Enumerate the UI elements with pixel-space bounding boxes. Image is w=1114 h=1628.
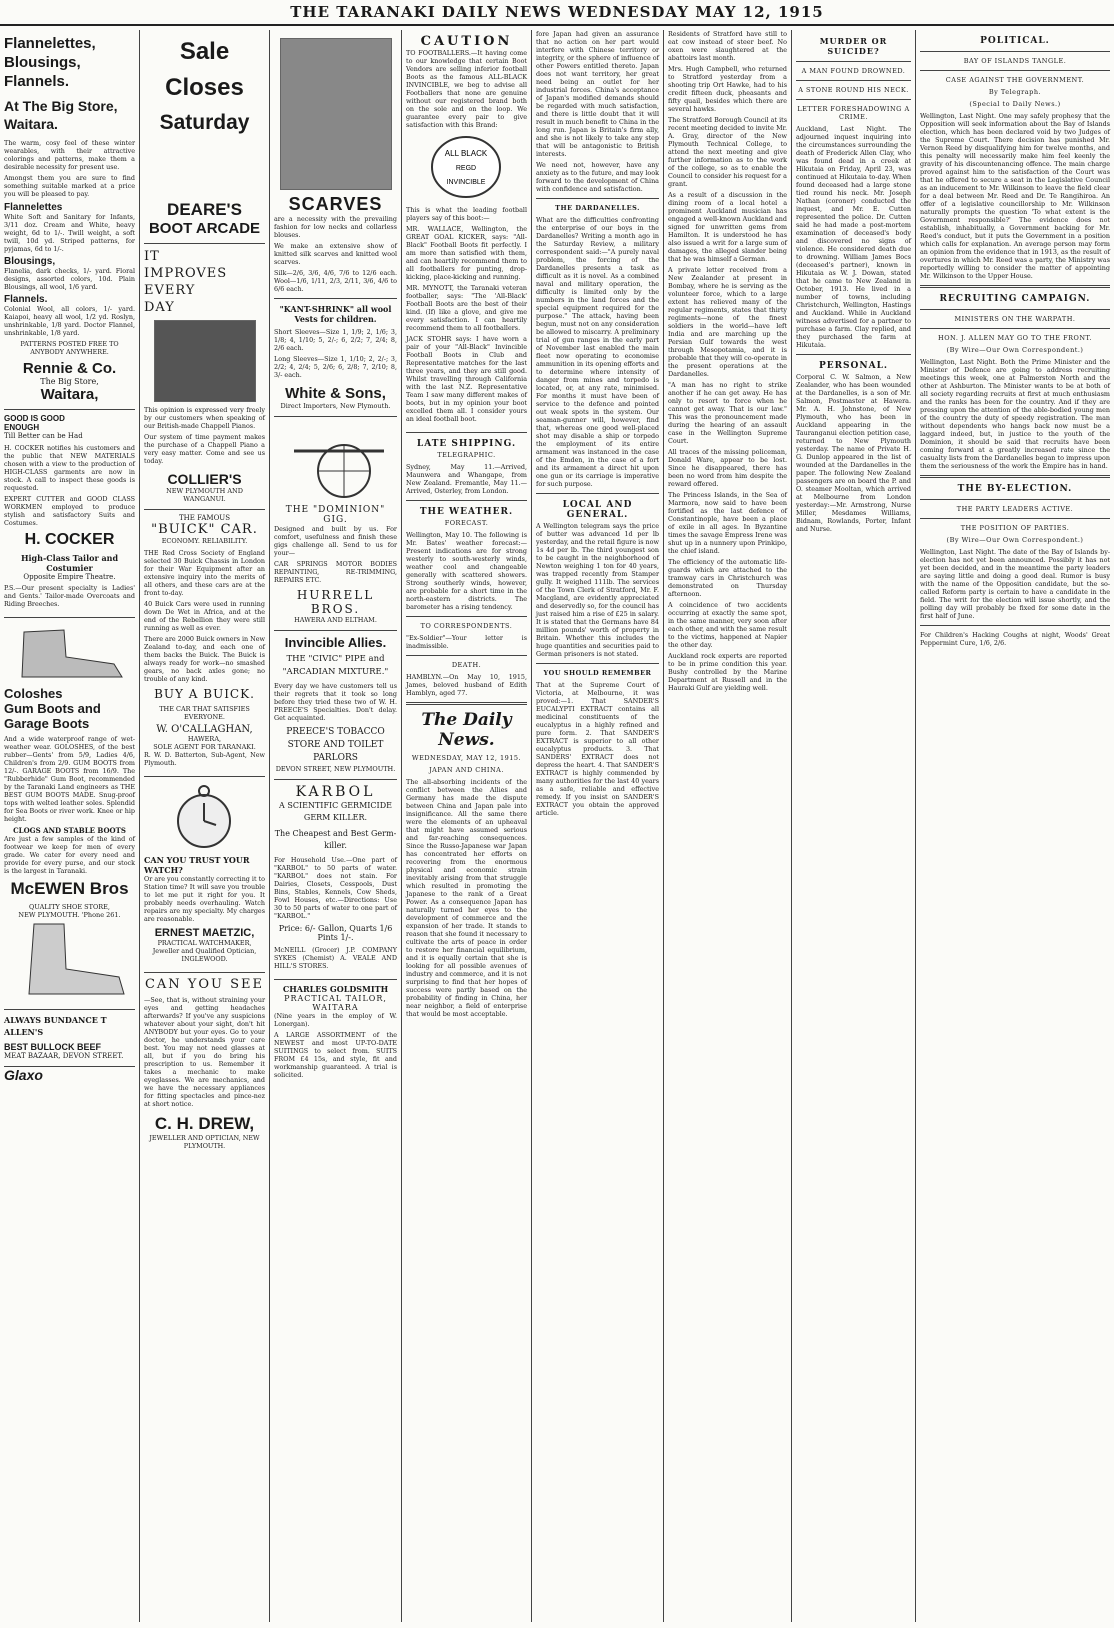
campbell-item: Mrs. Hugh Campbell, who returned to Stratford yesterday from a shooting trip Ort Hawke, had to his credit fifteen duck, pheasants and fifty quail, besides which there are several hawks.: [668, 65, 787, 113]
every-word: EVERY: [144, 283, 196, 298]
closes-word: Closes: [165, 74, 244, 101]
sale-word: Sale: [179, 38, 230, 65]
preece-name: PREECE'S TOBACCO STORE AND TOILET PARLORS: [286, 727, 385, 763]
remember-heading: YOU SHOULD REMEMBER: [543, 669, 652, 677]
scarves-heading: SCARVES: [288, 194, 383, 214]
cansee-heading: CAN YOU SEE: [144, 977, 265, 992]
satisfies-line: THE CAR THAT SATISFIES EVERYONE.: [159, 705, 250, 721]
scarves-text-2: We make an extensive show of knitted silk scarves and knitted wool scarves.: [274, 242, 397, 266]
column-4: [402, 30, 532, 1622]
drowned-sub: A MAN FOUND DROWNED.: [801, 67, 906, 75]
stone-sub: A STONE ROUND HIS NECK.: [798, 86, 909, 94]
goldsmith-text: A LARGE ASSORTMENT of the NEWEST and most UP-TO-DATE SUITINGS to select from. SUITS FROM £4 15s, and style, fit and workmanship guaranteed. A trial is solicited.: [274, 1031, 397, 1079]
ministers-sub: MINISTERS ON THE WARPATH.: [954, 315, 1076, 323]
best-beef: BEST BULLOCK BEEF: [4, 1042, 102, 1052]
wallace-quote: MR. WALLACE, Wellington, the GREAT GOAL KICKER, says: "All-Black" Football Boots fit perfectly. I am more than satisfied with them, and can heartily recommend them to all footballers for punting, drop-kicking, place-kicking and running.: [406, 225, 527, 281]
brand-text-1: ALL BLACK: [444, 149, 488, 158]
maetzic-sub: PRACTICAL WATCHMAKER, Jeweller and Qualified Optician, INGLEWOOD.: [152, 939, 257, 963]
special-line: (Special to Daily News.): [969, 100, 1061, 108]
brand-note: This is what the leading football players say of this boot:—: [406, 206, 527, 222]
brand-text-2: REGD: [455, 165, 477, 172]
patterns-posted: PATTERNS POSTED FREE TO ANYBODY ANYWHERE.: [20, 340, 119, 356]
ad-store-name: At The Big Store, Waitara.: [4, 98, 118, 132]
stratford-council: The Stratford Borough Council at its recent meeting decided to invite Mr. A. Gray, director of the New Plymouth Technical College, to attend the next meeting and give further information as to the work of the college, so as to enable the Council to consider his request for a grant.: [668, 116, 787, 188]
ad-white-sons: [274, 30, 397, 417]
ad-flannelettes-line-1: Flannelettes,: [4, 35, 96, 52]
death-text: HAMBLYN.—On May 10, 1915, James, beloved husband of Edith Hamblyn, aged 77.: [406, 673, 527, 697]
column-1: [0, 30, 140, 1622]
buick-text-1: THE Red Cross Society of England selected 30 Buick Chassis in London for their War Equipment after an extensive inquiry into the merits of all others, and these cars are at the front to-day.: [144, 549, 265, 597]
gig-illustration-icon: [274, 421, 396, 501]
always-text: ALWAYS BUNDANCE T ALLEN'S: [4, 1015, 107, 1037]
position-sub: THE POSITION OF PARTIES.: [960, 524, 1070, 532]
mcewen-name: McEWEN Bros: [10, 879, 129, 898]
ad-allens: [4, 1010, 135, 1067]
ad-goldsmith: [274, 984, 397, 1079]
murder-heading: MURDER OR SUICIDE?: [819, 36, 888, 56]
brand-text-3: INVINCIBLE: [446, 179, 486, 186]
coloshes-heading: Coloshes: [4, 686, 63, 701]
ad-amongst: Amongst them you are sure to find something suitable marked at a price you will be pleased to pay.: [4, 174, 135, 198]
meat-bazaar: MEAT BAZAAR, DEVON STREET.: [4, 1052, 124, 1060]
ad-hurrell: [274, 417, 397, 631]
buick-text-3: There are 2000 Buick owners in New Zealand to-day, and each one of them backs the Buick. The Buick is always ready for work—no smashed gears, no back axles gone; no trouble of any kind.: [144, 635, 265, 683]
cansee-text: —See, that is, without straining your eyes and getting headaches afterwards? If you've any suspicions whatever about your sight, don't hit ANYBODY but your eyes. Go to your doctor, he understands your care best. You may not need glasses at all, but if you do bring his prescription to us. Remember it takes a mechanic to make eyeglasses. We are mechanics, and we have the necessary appliances for fitting spectacles and pince-nez at short notice.: [144, 996, 265, 1108]
political-heading: POLITICAL.: [980, 36, 1050, 46]
ad-mcewen: [4, 618, 135, 1010]
good-is-good: GOOD IS GOOD: [4, 414, 65, 423]
mynott-quote: MR. MYNOTT, the Taranaki veteran footballer, says: "The 'All-Black' Football Boots are the best of their kind. (If) like a glove, and give me every satisfaction. I can heartily recommend them to all footballers.: [406, 284, 527, 332]
auckland-item: Auckland rock experts are reported to be in prime condition this year. Bushy controlled by the Marine Department at Russell and in the Hauraki Gulf are yielding well.: [668, 652, 787, 692]
ad-intro: The warm, cosy feel of these winter wearables, with their attractive colorings and patterns, make them a desirable necessity for present use.: [4, 139, 135, 171]
gum-heading: Gum Boots and: [4, 701, 101, 716]
hacking-ad: For Children's Hacking Coughs at night, Woods' Great Peppermint Cure, 1/6, 2/6.: [920, 631, 1110, 647]
ad-drew: [144, 977, 265, 1150]
party-sub: THE PARTY LEADERS ACTIVE.: [956, 505, 1074, 513]
traces-item: All traces of the missing policeman, Donald Ware, appear to be lost. Since he disappeared, there has been no word from him despite the reward offered.: [668, 448, 787, 488]
cocker-name: H. COCKER: [24, 531, 115, 548]
piano-illustration-icon: [154, 320, 256, 402]
mcneill-line: McNEILL (Grocer) J.P. COMPANY SYKES (Chemist) A. VEALE AND HILL'S STORES.: [274, 946, 397, 970]
heading-flannelettes: Flannelettes: [4, 202, 63, 213]
direct-importers: Direct Importers, New Plymouth.: [280, 402, 391, 410]
ad-flannelettes: [4, 30, 135, 410]
buick-heading: "BUICK" CAR.: [151, 522, 258, 537]
vests-heading: Vests for children.: [294, 314, 377, 324]
telegraphic-sub: TELEGRAPHIC.: [437, 451, 496, 459]
murder-text: Auckland, Last Night. The adjourned inquest inquiring into the circumstances surrounding the death of Frederick Allen Clay, who was found dead in a creek at Hikutaia on Friday, April 23, was continued at Hikutaia to-day. When found deceased had a large stone tied round his neck. Mr. Joseph Nathan (coroner) conducted the inquest, and Mr. E. Cutten represented the police. Dr. Cutten said he had made a post-mortem examination of deceased's body and discovered no signs of violence. He considered death due to drowning. William James Bocs (deceased's partner), known in Hikutaia as W. J. Dowan, stated that he came to New Zealand in October, 1913. He lived in a number of towns, including Christchurch, Wellington, Hastings and Auckland. While in Auckland witness advertised for a partner to purchase a farm. Clay replied, and they purchased the farm at Hikutaia.: [796, 125, 911, 349]
mcewen-sub: QUALITY SHOE STORE,: [29, 903, 110, 911]
text-blousings: Flanelia, dark checks, 1/- yard. Floral designs, assorted colors, 10d. Plain Blousings, all wool, 1/6 yard.: [4, 267, 135, 291]
watch-icon: [144, 781, 264, 851]
cocker-text: H. COCKER notifies his customers and the public that NEW MATERIALS chosen with a view to the production of HIGH-CLASS garments are now in stock. A call to inspect these goods is requested.: [4, 444, 135, 492]
cheapest-line: The Cheapest and Best Germ-killer.: [274, 829, 397, 850]
forecast-sub: FORECAST.: [444, 519, 489, 527]
day-word: DAY: [144, 300, 175, 315]
bay-sub: BAY OF ISLANDS TANGLE.: [963, 57, 1067, 65]
allen-sub: HON. J. ALLEN MAY GO TO THE FRONT.: [938, 334, 1092, 342]
glaxo-logo: Glaxo: [4, 1067, 43, 1083]
famous-word: THE FAMOUS: [178, 514, 230, 522]
saturday-word: Saturday: [159, 111, 250, 134]
byelection-text: Wellington, Last Night. The date of the Bay of Islands by-election has not yet been announced. Possibly it has not yet been decided, and in the meantime the party leaders are saying little and doing a good deal. Rumor is busy with the name of the Opposition candidate, but the so-called Reform party is certain to have a candidate in the field. The writ for the election will issue shortly, and the polling day will probably be fixed for some date in the first half of June.: [920, 548, 1110, 620]
cocker-sub: High-Class Tailor and Costumier: [20, 553, 119, 573]
karbol-price: Price: 6/- Gallon, Quarts 1/6 Pints 1/-.: [278, 924, 393, 942]
byelection-heading: THE BY-ELECTION.: [957, 484, 1073, 494]
economy-line: ECONOMY. RELIABILITY.: [161, 537, 248, 545]
deares-word: DEARE'S: [167, 200, 242, 219]
shoe-illustration-icon: [4, 919, 134, 999]
improves-word: IMPROVES: [144, 266, 228, 281]
caution-heading: CAUTION: [420, 34, 513, 49]
caution-text: TO FOOTBALLERS.—It having come to our knowledge that certain Boot Vendors are selling inferior football Boots as the famous ALL-BLACK INVINCIBLE, we beg to advise all Footballers that none are genuine without our registered brand both on the sole and on the loop. We guarantee every pair to give satisfaction with this Brand:: [406, 49, 527, 129]
local-heading: LOCAL AND GENERAL.: [562, 500, 633, 520]
masthead: THE TARANAKI DAILY NEWS WEDNESDAY MAY 12, 1915: [0, 0, 1114, 26]
coincidence-item: A coincidence of two accidents occurring at exactly the same spot, in the same manner, very soon after each other, and with the same result to the victims, happened at Napier the other day.: [668, 601, 787, 649]
drew-sub: JEWELLER AND OPTICIAN, NEW PLYMOUTH.: [149, 1134, 260, 1150]
death-heading: DEATH.: [451, 661, 482, 669]
garage-heading: Garage Boots: [4, 716, 90, 731]
column-2: [140, 30, 270, 1622]
ad-colliers: [144, 244, 265, 510]
text-flannels: Colonial Wool, all colors, 1/- yard. Kaiapoi, heavy all wool, 1/2 yd. Roslyn, unshrinkable, 1/8 yard. Doctor Flannel, unshrinkable, 1/8 yard.: [4, 305, 135, 337]
stratford-beef: Residents of Stratford have still to eat cow instead of steer beef. No oxen were slaughtered at the abattoirs last month.: [668, 30, 787, 62]
remember-text: That at the Supreme Court of Victoria, at Melbourne, it was proved:—1. That SANDER'S EUCALYPTI EXTRACT contains all medicinal constituents of the eucalyptus in a highly refined and pure form. 2. That SANDER'S EXTRACT is superior to all other eucalyptus products. 3. That SANDERS' EXTRACT does not depress the heart. 4. That SANDER'S EXTRACT is highly commended by many authorities for the last 40 years as a safe, reliable and effective remedy. If you insist on SANDER'S EXTRACT you obtain the approved article.: [536, 681, 659, 817]
karbol-heading: KARBOL: [295, 784, 376, 800]
column-5: [532, 30, 664, 1622]
cocker-ps: P.S.—Our present specialty is Ladies' and Gents.' Tailor-made Overcoats and Riding Breeches.: [4, 584, 135, 608]
ad-caution: [406, 30, 527, 433]
rennie-town: Waitara,: [40, 386, 99, 403]
scarves-prices: Silk—2/6, 3/6, 4/6, 7/6 to 12/6 each. Wool—1/6, 1/11, 2/3, 2/11, 3/6, 4/6 to 6/6 each.: [274, 269, 397, 293]
germicide-line: A SCIENTIFIC GERMICIDE GERM KILLER.: [279, 801, 392, 822]
heading-flannels: Flannels.: [4, 294, 48, 305]
hurrell-sub: HAWERA AND ELTHAM.: [294, 616, 377, 624]
karbol-text: For Household Use.—One part of "KARBOL" to 50 parts of water. "KARBOL" does not stain. For Dairies, Closets, Cesspools, Dust Bins, Stables, Kennels, Cow Sheds, Fowl Houses, etc.—Directions: Use 30 to 50 parts of water to one part of "KARBOL.": [274, 856, 397, 920]
personal-heading: PERSONAL.: [818, 361, 889, 371]
springs-list: CAR SPRINGS MOTOR BODIES REPAINTING, RE-TRIMMING, REPAIRS ETC.: [274, 560, 397, 584]
scarves-text: are a necessity with the prevailing fashion for low necks and collarless blouses.: [274, 215, 397, 239]
cocker-opp: Opposite Empire Theatre.: [23, 573, 116, 581]
letter-sub: LETTER FORESHADOWING A CRIME.: [797, 105, 910, 121]
ad-flannelettes-line-3: Flannels.: [4, 73, 70, 90]
good-enough: ENOUGH: [4, 423, 40, 432]
civic-text: Every day we have customers tell us their regrets that it took so long before they tried these two of W. H. PREECE'S Specialties. Don't delay. Get acquainted.: [274, 682, 397, 722]
ocallaghan-name: W. O'CALLAGHAN,: [156, 724, 253, 735]
civic-heading: THE "CIVIC" PIPE and "ARCADIAN MIXTURE.": [282, 654, 389, 677]
trust-heading: CAN YOU TRUST YOUR WATCH?: [144, 855, 250, 875]
ad-karbol: [274, 780, 397, 980]
rennie-sub: The Big Store,: [40, 377, 99, 386]
piano-text: This opinion is expressed very freely by our customers when speaking of our British-made Chappell Pianos.: [144, 406, 265, 430]
devon-street: DEVON STREET, NEW PLYMOUTH.: [275, 765, 396, 773]
weather-text: Wellington, May 10. The following is Mr. Bates' weather forecast:—Present indications are for strong westerly to south-westerly winds, weather cool and changeable generally with scattered showers. Strong southerly winds, however, are probable for a short time in the north-eastern districts. The barometer has a rising tendency.: [406, 531, 527, 611]
ad-sale: [144, 30, 265, 244]
tailor-line: PRACTICAL TAILOR, WAITARA: [284, 994, 387, 1012]
japan-heading: JAPAN AND CHINA.: [429, 766, 504, 774]
princess-item: The Princess Islands, in the Sea of Marmora, now said to have been fortified as the last defence of Constantinople, have been a place of exile in all ages. In Byzantine times the savage Empress Irene was shut up in a nunnery upon Prinkipo, the chief island.: [668, 491, 787, 555]
white-sons-name: White & Sons,: [285, 385, 386, 402]
correspondents-text: "Ex-Soldier"—Your letter is inadmissible.: [406, 634, 527, 650]
daily-news-title: The Daily News.: [421, 710, 512, 750]
cocker-expert: EXPERT CUTTER and GOOD CLASS WORKMEN employed to produce stylish and satisfactory Suits and Costumes.: [4, 495, 135, 527]
boots-text: And a wide waterproof range of wet-weather wear. GOLOSHES, of the best rubber—Gents' from 5/9, Ladies 4/6, Children's from 2/9. GUM BOOTS from 12/-. GARAGE BOOTS from 16/9. The "Rubberhide" Gum Boot, recommended by the Taranaki Land engineers as THE BEST GUM BOOTS MADE. Snug-proof tops with welted leather soles. Splendid for Sea Boots or river work. Knee or hip height.: [4, 735, 135, 823]
china-text-2: We need not, however, have any anxiety as to the future, and may look forward to the development of China with confidence and satisfaction.: [536, 161, 659, 193]
recruiting-heading: RECRUITING CAMPAIGN.: [939, 294, 1091, 304]
correspondents-heading: TO CORRESPONDENTS.: [420, 622, 513, 630]
drew-name: C. H. DREW,: [154, 1114, 255, 1133]
dardanelles-heading: THE DARDANELLES.: [555, 204, 640, 212]
case-sub: CASE AGAINST THE GOVERNMENT.: [945, 76, 1085, 84]
efficiency-item: The efficiency of the automatic life-guards which are attached to the tramway cars in Christchurch was demonstrated on Thursday afternoon.: [668, 558, 787, 598]
trust-text: Or are you constantly correcting it to Station time? It will save you trouble to let me put it right for you. It probably needs overhauling. Watch repairs are my specialty. My charges are reasonable.: [144, 875, 265, 923]
shipping-heading: LATE SHIPPING.: [416, 439, 517, 449]
column-8: [916, 30, 1114, 1622]
ad-flannelettes-line-2: Blousings,: [4, 54, 81, 71]
invincible-heading: Invincible Allies.: [284, 635, 387, 650]
maetzic-name: ERNEST MAETZIC,: [154, 927, 255, 939]
clogs-text: Are just a few samples of the kind of footwear we keep for men of every grade. We cater for every need and provide for every purse, and our stock is the largest in Taranaki.: [4, 835, 135, 875]
till-better: Till Better can be Had: [4, 432, 83, 440]
mcewen-town: NEW PLYMOUTH. 'Phone 261.: [18, 911, 121, 919]
boot-arcade: BOOT ARCADE: [148, 220, 261, 237]
heading-blousings: Blousings,: [4, 256, 56, 267]
scarf-illustration-icon: [280, 38, 392, 190]
colliers-name: COLLIER'S: [167, 471, 242, 487]
weather-heading: THE WEATHER.: [419, 507, 514, 517]
goldsmith-sub: (Nine years in the employ of W. Lonergan).: [274, 1012, 397, 1028]
shipping-text: Sydney, May 11.—Arrived, Maunwera and Whangape, from New Zealand. Fremantle, May 11.—Arrived, Osterley, from London.: [406, 463, 527, 495]
hawera-line: HAWERA,: [187, 735, 222, 743]
wire-line: (By Wire—Our Own Correspondent.): [946, 346, 1084, 354]
political-text: Wellington, Last Night. One may safely prophesy that the Opposition will seek information about the Bay of Islands election, which has been declared void by two Judges of the Supreme Court. There decision has punished Mr. Vernon Reed by disqualifying him for twelve months, and this penalty will necessarily make him feel keenly the gravity of his discountenancing offence. The main charge proved against him to the satisfaction of the Court was that he offered to secure a seat in the Legislative Council as an inducement to Mr. Wilkinson to leave the field clear for a deal between Mr. Reed and Dr. Te Rangihiroa. An offer of a legislative councillorship to Mr. Wilkinson naturally prompts the question 'To what extent is the Government responsible?' The evidence does not establish, inhabitually, a Government backing for Mr. Reed's conduct, but it puts the Government in a position which calls for explanation. An average person may form an opinion from the evidence that in 1913, as the result of overtures in which Mr. Reed was a party, the Ministry was reportedly willing to consider the matter of appointing Mr. Wilkinson to the Upper House.: [920, 112, 1110, 280]
stohr-quote: JACK STOHR says: I have worn a pair of your "All-Black" Invincible Football Boots in Club and Representative matches for the last three years, and they are still good. Whilst travelling through California with the last N.Z. Representative Team I saw many different makes of boots, but in my opinion your boot excelled them all. I consider yours an ideal football boot.: [406, 335, 527, 423]
china-text-1: fore Japan had given an assurance that no action on her part would interfere with Chinese territory or integrity, or the sphere of influence of other Powers entitled thereto. Japan does not want territory, her great need being an outlet for her industrial forces. China's acceptance of Japan's modified demands should be regarded with much satisfaction, and there is little doubt that it will result in much benefit to China in the long run. Japan is Britain's firm ally, and she is not likely to take any step that will be antagonistic to British interests.: [536, 30, 659, 158]
colliers-sub: NEW PLYMOUTH AND WANGANUI.: [166, 487, 243, 503]
it-word: IT: [144, 249, 160, 264]
boot-illustration-icon: [4, 622, 134, 682]
man-item: "A man has no right to strike another if he can get away. He has only to resort to force when he cannot get away. That is our law." This was the pronouncement made during the hearing of an assault case in the Wellington Supreme Court.: [668, 381, 787, 445]
text-flannelettes: White Soft and Sanitary for Infants, 3/11 doz. Cream and White, heavy weight, 6d to 1/-. Twill weight, a soft twill, 10d yd. Striped patterns, for pyjamas, 6d to 1/-.: [4, 213, 135, 253]
personal-text: Corporal C. W. Salmon, a New Zealander, who has been wounded at the Dardanelles, is a son of Mr. Salmon, Postmaster at Hawera. Mr. A. H. Johnstone, of New Plymouth, who has been in Auckland appearing in the Tauranganui election petition case, returned to New Plymouth yesterday. The name of Private H. G. Dunlop appeared in the list of wounded at the Dardanelles in the paper. The following New Zealand passengers are on board the P. and O. steamer Mooltan, which arrived at Melbourne from London yesterday:—Mr. Armstrong, Nurse Miller, Mesdames Williams, Bidnam, Rowlands, Porter, Infant and Nurse.: [796, 373, 911, 533]
buy-buick: BUY A BUICK.: [154, 687, 255, 701]
kant-shrink: "KANT-SHRINK" all wool: [279, 304, 392, 314]
invincible-brand-icon: [406, 132, 526, 202]
system-text: Our system of time payment makes the purchase of a Chappell Piano a very easy matter. Come and see us today.: [144, 433, 265, 465]
dominion-text: Designed and built by us. For comfort, usefulness and finish these gigs challenge all. Send to us for your—: [274, 525, 397, 557]
ad-preece: [274, 631, 397, 780]
japan-text: The all-absorbing incidents of the conflict between the Allies and Germany has made the dispute between China and Japan pale into insignificance. All the same there were the elements of an upheaval that might have assumed serious and far-reaching consequences. Since the Russo-Japanese war Japan has concentrated her efforts on recovering from the enormous physical and economic strain inevitably arising from that struggle which resulted in promoting the Japanese to the rank of a Great Power. As a consequence Japan has naturally turned her eyes to the development of commerce and the expansion of her trade. It stands to reason that she found it necessary to cultivate the arts of peace in order to restore her financial equilibrium, and it is equally certain that she is looking for all possible avenues of industry and commerce, and it is not surprising to find that her hopes of success were partly based on the probability of finding in China, her near neighbor, a field of enterprise that would be most acceptable.: [406, 778, 527, 1018]
long-sleeves: Long Sleeves—Size 1, 1/10; 2, 2/-; 3, 2/2; 4, 2/4; 5, 2/6; 6, 2/8; 7, 2/10; 8, 3/- each.: [274, 355, 397, 379]
private-letter: A private letter received from a New Zealander at present in Bombay, where he is serving as the volunteer force, which to a large extent has relieved many of the regular regiments, states that thirty regiments—none of the finest soldiers in the world—have left India and are marching up the Persian Gulf towards the west through Mesopotamia, and it is probable that they will co-operate in the present operations at the Dardanelles.: [668, 266, 787, 378]
column-3: [270, 30, 402, 1622]
goldsmith-name: CHARLES GOLDSMITH: [282, 984, 389, 994]
rennie-name: Rennie & Co.: [22, 360, 117, 377]
ad-maetzic: [144, 777, 265, 973]
local-text: A Wellington telegram says the price of butter was advanced 1d per lb yesterday, and the retail figure is now 1s 4d per lb. The third youngest son to be caught in the neighborhood of Newton weighing 1 ton for 40 years, was trapped recently from Stamper gully. It weighed 111lb. The services of the Town Clerk of Stratford, Mr. F. Macgland, are evidently appreciated and deservedly so, for the council has just raised him a rise of £25 in salary. It is stated that the Germans have 84 million pounds' worth of property in Britain. Whether this includes the huge quantities and securities paid to German prisoners is not stated.: [536, 522, 659, 658]
wire-line-2: (By Wire—Our Own Correspondent.): [946, 536, 1084, 544]
clogs-heading: CLOGS AND STABLE BOOTS: [13, 826, 126, 835]
column-7: [792, 30, 916, 1622]
ad-buick: [144, 510, 265, 777]
issue-date: WEDNESDAY, MAY 12, 1915.: [411, 754, 522, 762]
batterton-line: R. W. D. Batterton, Sub-Agent, New Plymouth.: [144, 751, 265, 767]
hurrell-name: HURRELL BROS.: [296, 588, 375, 616]
column-6: [664, 30, 792, 1622]
short-sleeves: Short Sleeves—Size 1, 1/9; 2, 1/6; 3, 1/8; 4, 1/10; 5, 2/-; 6, 2/2; 7, 2/4; 8, 2/6 each.: [274, 328, 397, 352]
dardanelles-text: What are the difficulties confronting the enterprise of our boys in the Dardanelles? Writing a month ago in the Saturday Review, a military correspondent said:—"A purely naval problem, the forcing of the Dardanelles presents a task as difficult as it is novel. As a combined naval and military operation, the difficulty is limited only by the numbers in the land forces and the special equipment required for the purpose." The attack, having been begun, must not on any consideration be allowed to miscarry. A preliminary trial of gun ranges in the early part of November last enabled the main fleet now operating to economise ammunition in its opening efforts and to determine where intensity of danger from mines and torpedo is located, or, at any rate, minimised. For months it must have been of service to the defence and pointed out weak spots in the system. Our seaman-gunner will, however, find that, whereas one good well-placed shot may disable a ship or torpedo the employment of its entire armament was instanced in the case of the Emden, in the case of a fort and its armament a direct hit upon one gun or its carriage is imperative for such purpose.: [536, 216, 659, 488]
allen-text: Wellington, Last Night. Both the Prime Minister and the Minister of Defence are going to address recruiting meetings this week, one at Palmerston North and the other at Ashburton. The Minister wants to be at both of all society regarding recruits at first at much enthusiasm and the ranks has been for the country. And if they are pressing upon the attention of the able-bodied young men of the country the duty of speedy registration. The man without dependents who hangs back now must be a laggard indeed, but, in justice to the youth of the Dominion, it should be said that recruits have been coming forward at a greatly increased rate since the casualty lists from the Dardanelles began to impress upon them the seriousness of the work the Empire has in hand.: [920, 358, 1110, 470]
buick-text-2: 40 Buick Cars were used in running down De Wet in Africa, and at the end of the Rebellion they were still running as well as ever.: [144, 600, 265, 632]
sole-agent: SOLE AGENT FOR TARANAKI.: [153, 743, 256, 751]
by-telegraph: By Telegraph.: [988, 88, 1042, 96]
result-item: As a result of a discussion in the dining room of a local hotel a prominent Auckland musician has engaged a well-known Auckland and signed for unwritten gems from Hamilton. It is understood he has also issued a writ for a large sum of damages, the alleged slander being that he was himself a German.: [668, 191, 787, 263]
ad-cocker: [4, 410, 135, 618]
dominion-heading: THE "DOMINION" GIG.: [285, 505, 386, 525]
